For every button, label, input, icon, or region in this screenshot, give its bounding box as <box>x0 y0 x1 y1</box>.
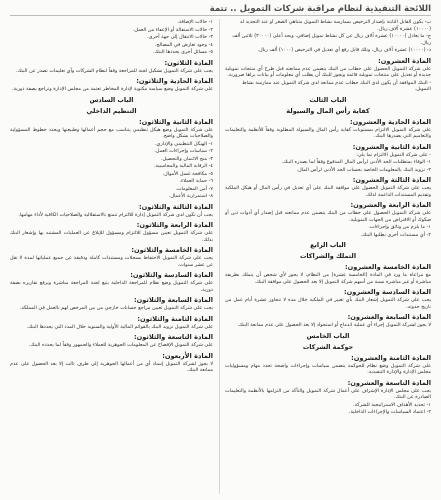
article-paragraph: على شركة التمويل وضع سياسة مكتوبة لإدارة المخاطر تعتمد من مجلس الإدارة وتراجع بصفة دورية. <box>12 86 213 92</box>
left-column <box>10 19 213 498</box>
article-heading: المادة الثانية والثلاثون: <box>139 117 213 126</box>
article-heading: المادة التاسعة والعشرون: <box>347 378 431 387</box>
page-header <box>10 3 431 15</box>
article-paragraph: على شركة التمويل تعيين مسؤول للالتزام ومسؤول للإبلاغ عن العمليات المشتبه بها وإشعار البنك بذلك. <box>10 230 213 243</box>
article-heading: المادة السابعة والعشرون: <box>347 313 431 321</box>
article-heading: المادة الخامسة والعشرون: <box>345 263 431 271</box>
article-heading: المادة الثامنة والثلاثون: <box>137 314 213 323</box>
chapter-heading: حوكمة الشركات <box>302 342 354 351</box>
article-paragraph: على شركة التمويل تزويد البنك بالقوائم المالية الأولية والسنوية خلال المدد التي يحددها البنك. <box>26 323 213 330</box>
article-paragraph: مع مراعاة ما ورد في المادة (الخامسة عشرة) من النظام، لا يجوز لأي شخص أن يتملك بطريقة مباشرة أو غير مباشرة نسبة من أسهم شركة التمويل إلا بعد الحصول على موافقة البنك. <box>225 272 431 285</box>
list-item: ٣- حالات الانتقال إلى جهة أخرى. <box>147 34 213 40</box>
list-item: ٧- أمن المعلومات. <box>175 185 213 192</box>
article-heading: المادة الحادية والثلاثون: <box>136 77 213 85</box>
list-item: ٥- مسائل أخرى يحددها البنك. <box>153 49 213 55</box>
article-heading: المادة الثلاثون: <box>164 58 213 67</box>
article-paragraph: على شركة التمويل الالتزام بمستويات كفاية رأس المال والسيولة المطلوبة وفقاً للأنظمة والتعليمات والتعاميم التي يصدرها البنك. <box>225 126 431 139</box>
chapter-heading: الباب الثالث <box>309 95 347 104</box>
article-paragraph: لا يجوز لشركة التمويل إسناد أي من أعمالها الجوهرية إلى طرف ثالث إلا بعد الحصول على عدم ممانعة البنك. <box>10 360 213 373</box>
chapter-heading: الباب السادس <box>89 95 134 104</box>
list-item: ٢- سياسات وإجراءات العمل. <box>154 148 213 154</box>
list-item: ٥- مكافحة غسل الأموال. <box>162 170 213 177</box>
list-item: ١- الهيكل التنظيمي والإداري. <box>154 140 213 147</box>
article-paragraph: يجب على شركة التمويل الاحتفاظ بسجلات ومستندات كاملة ودقيقة عن جميع عملياتها لمدة لا تقل عن عشر سنوات. <box>10 255 213 268</box>
article-paragraph: يجب على شركة التمويل إشعار البنك بأي تغيير في الملكية خلال مدة لا تتجاوز عشرة أيام عمل من تاريخ حدوثه. <box>225 297 431 310</box>
article-paragraph: يجب على مجلس الإدارة الإشراف على أعمال شركة التمويل والتأكد من التزامها بالأنظمة والتعليمات الصادرة عن البنك. <box>225 387 431 400</box>
list-item: - البنك الموافقة أن يكون لدى البنك خطاب عدم ممانعة لدى شركة التمويل عند ممارسة نشاط التمويل. <box>242 79 431 92</box>
list-item: - على شركة التمويل الالتزام بما يلي: <box>356 151 431 158</box>
article-heading: المادة الثالثة والعشرون: <box>352 176 431 184</box>
article-paragraph: يجب على شركة التمويل تشكيل لجنة للمراجعة وفقاً لنظام الشركات وأي تعليمات تصدر عن البنك. <box>16 67 213 74</box>
header-rule <box>10 15 431 16</box>
article-heading: المادة الحادية والعشرون: <box>349 117 431 126</box>
article-paragraph: يجب على شركة التمويل تعيين مراجع حسابات خارجي من بين المرخص لهم بالعمل في المملكة. <box>19 305 213 311</box>
list-item: ٦- حماية العملاء. <box>179 178 213 184</box>
article-heading: المادة الرابعة والثلاثون: <box>136 221 213 229</box>
list-item: ٣- منح الائتمان والتحصيل. <box>160 155 213 162</box>
list-item: ١- حالات الإضافة. <box>177 19 213 25</box>
article-heading: المادة السابعة والثلاثون: <box>133 296 213 304</box>
article-heading: المادة الثامنة والعشرون: <box>351 353 431 362</box>
article-paragraph: لا يجوز لشركة التمويل إجراء أي عملية اندماج أو استحواذ إلا بعد الحصول على عدم ممانعة البنك. <box>237 322 431 328</box>
list-item: ج- ما يعادل (١٠٠٠٠) عشرة آلاف ريال عن كل نشاط تمويل إضافي، وبحد أعلى (٣٠٠٠٠) ثلاثين ألف ريال. <box>232 33 431 46</box>
article-paragraph: على شركة التمويل الإفصاح عن المعلومات الجوهرية للعملاء والجمهور وفقاً لما يحدده البنك. <box>28 342 213 348</box>
article-paragraph: يجب أن تكون لدى شركة التمويل إدارة للالتزام تتمتع بالاستقلالية والصلاحيات الكافية لأداء مهامها. <box>18 211 213 218</box>
article-heading: المادة الثالثة والثلاثون: <box>139 202 213 211</box>
chapter-heading: التنظيم الداخلي <box>86 106 137 115</box>
list-item: ١- ما يلزم من وثائق وإجراءات. <box>368 224 431 230</box>
list-item: ٢- أي مستندات أخرى يطلبها البنك. <box>360 231 431 238</box>
article-heading: المادة السادسة والثلاثون: <box>130 271 213 279</box>
chapter-heading: الباب الخامس <box>306 331 350 340</box>
article-paragraph: على شركة التمويل وضع نظام للحوكمة يتضمن سياسات وإجراءات واضحة تحدد مهام ومسؤوليات مجلس الإدارة والإدارة التنفيذية. <box>225 362 431 375</box>
right-column <box>225 19 431 498</box>
article-paragraph: على شركة التمويل الحصول على خطاب من البنك يتضمن عدم ممانعته قبل إصدار أي أدوات دين أو صكوك أو الاقتراض من الجهات التمويلية. <box>225 210 431 223</box>
list-item: ٤- وجود تعارض في المصالح. <box>154 41 213 48</box>
column-divider <box>219 19 220 494</box>
list-item: ٤- الرقابة المالية والمحاسبية. <box>153 163 213 169</box>
article-paragraph: على شركة التمويل وضع نظام للمراجعة الداخلية يتبع لجنة المراجعة مباشرة ويرفع تقاريره بصفة دورية. <box>10 280 213 293</box>
list-item: ١- الوفاء بمتطلبات الحد الأدنى لرأس المال المدفوع وفقاً لما يصدره البنك. <box>281 159 431 165</box>
article-heading: المادة العشرون: <box>378 56 431 65</box>
list-item: ١- تحديد الأهداف الاستراتيجية للشركة. <box>353 401 431 408</box>
chapter-heading: التملك والشراكات <box>299 252 357 260</box>
list-item: ٢- حالات الاستقالة أو الإعفاء من العمل. <box>132 26 213 33</box>
list-item: ٢- اعتماد السياسات والإجراءات الداخلية. <box>348 409 431 415</box>
article-heading: المادة الرابعة والعشرون: <box>350 201 431 209</box>
list-item: ٢- تزويد البنك بالمعلومات الخاصة بحساب الحد الأدنى لرأس المال. <box>296 166 431 173</box>
chapter-heading: كفاية رأس المال والسيولة <box>286 106 370 115</box>
article-paragraph: على شركة التمويل الحصول على خطاب من البنك يتضمن عدم ممانعته قبل طرح أي منتجات تمويلية جديدة أو تعديل على منتجات تمويلية قائمة ويجوز للبنك أن يطلب أي معلومات أو بيانات يراها ضرورية. <box>225 65 431 78</box>
article-paragraph: على شركة التمويل وضع هيكل تنظيمي يتناسب مع حجم أعمالها وطبيعتها ويحدد خطوط المسؤولية والصلاحيات بشكل واضح. <box>10 126 213 139</box>
article-heading: المادة السادسة والعشرون: <box>343 288 431 296</box>
article-paragraph: يجب على شركة التمويل الحصول على موافقة البنك على أي تعديل في رأس المال أو هيكل الملكية وتقديم المستندات الداعمة لذلك. <box>225 185 431 198</box>
article-heading: المادة الأربعون: <box>162 351 213 360</box>
article-heading: المادة الخامسة والثلاثون: <box>131 246 213 254</box>
list-item: ب- يكون القابل الثابتة بإصدار الترخيص بممارسة نشاط التمويل متناهي الصغر أو عند التجديد له (١٠٠٠٠) عشرة آلاف ريال. <box>240 19 431 32</box>
article-heading: المادة الثانية والعشرون: <box>352 142 431 151</box>
article-heading: المادة التاسعة والثلاثون: <box>133 333 213 341</box>
header-title: اللائحة التنفيذية لنظام مراقبة شركات التمويل .. تتمة <box>209 4 431 14</box>
chapter-heading: الباب الرابع <box>310 241 346 249</box>
list-item: د- (١٠٠٠٠) عشرة آلاف ريال، وتلك قابل رفع أي تعديل في الترخيص (١٠٠٠) ألف ريال. <box>257 47 431 53</box>
list-item: ٨- استمرارية الأعمال. <box>168 193 213 199</box>
